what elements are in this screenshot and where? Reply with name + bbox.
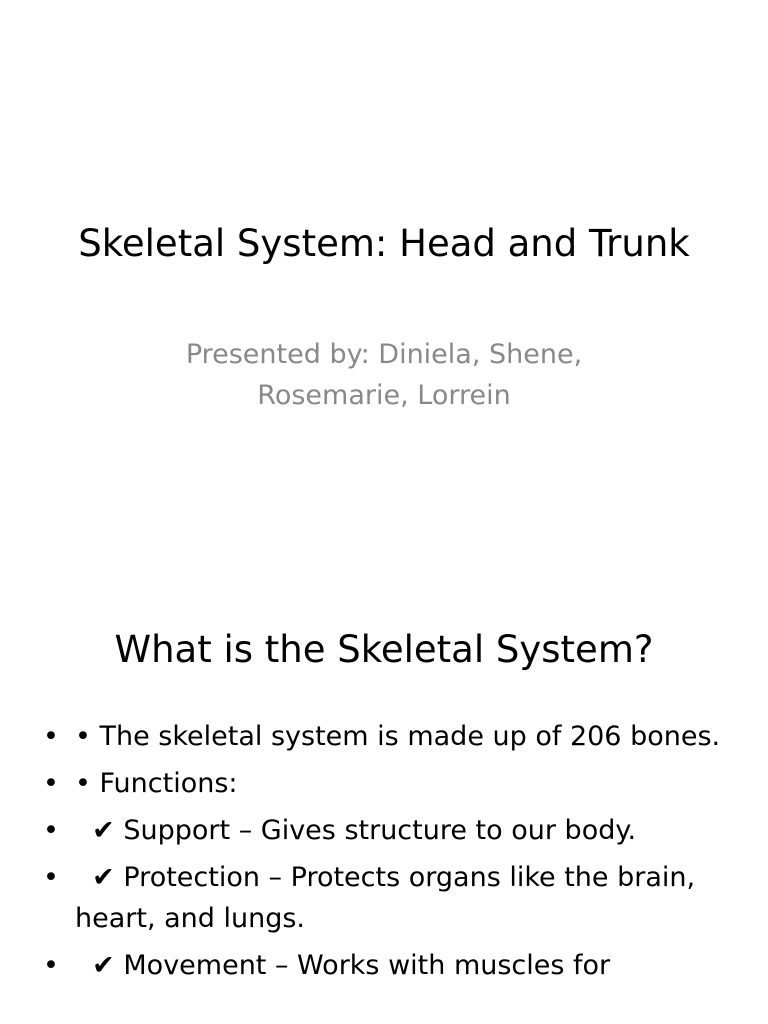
- list-item-text: ✔ Protection – Protects organs like the brain, heart, and lungs.: [75, 862, 704, 934]
- list-item: [0, 857, 768, 939]
- list-item: [0, 716, 768, 757]
- list-item: [0, 810, 768, 851]
- bullet-icon: •: [43, 950, 59, 981]
- list-item-text: • The skeletal system is made up of 206 bones.: [75, 721, 721, 752]
- list-item-text: • Functions:: [75, 768, 238, 799]
- bullet-icon: •: [43, 721, 59, 752]
- slide-heading: What is the Skeletal System?: [114, 628, 654, 671]
- list-item-text: ✔ Movement – Works with muscles for: [75, 950, 611, 981]
- bullet-icon: •: [43, 815, 59, 846]
- content-slide: [0, 576, 768, 1024]
- slide-subtitle: Presented by: Diniela, Shene, Rosemarie, Lorrein: [185, 339, 583, 411]
- list-item: [0, 763, 768, 804]
- list-item: [0, 945, 768, 986]
- bullet-icon: •: [43, 768, 59, 799]
- bullet-list: [0, 716, 768, 992]
- bullet-icon: •: [43, 862, 59, 893]
- list-item-text: ✔ Support – Gives structure to our body.: [75, 815, 637, 846]
- slide-title: Skeletal System: Head and Trunk: [78, 222, 690, 265]
